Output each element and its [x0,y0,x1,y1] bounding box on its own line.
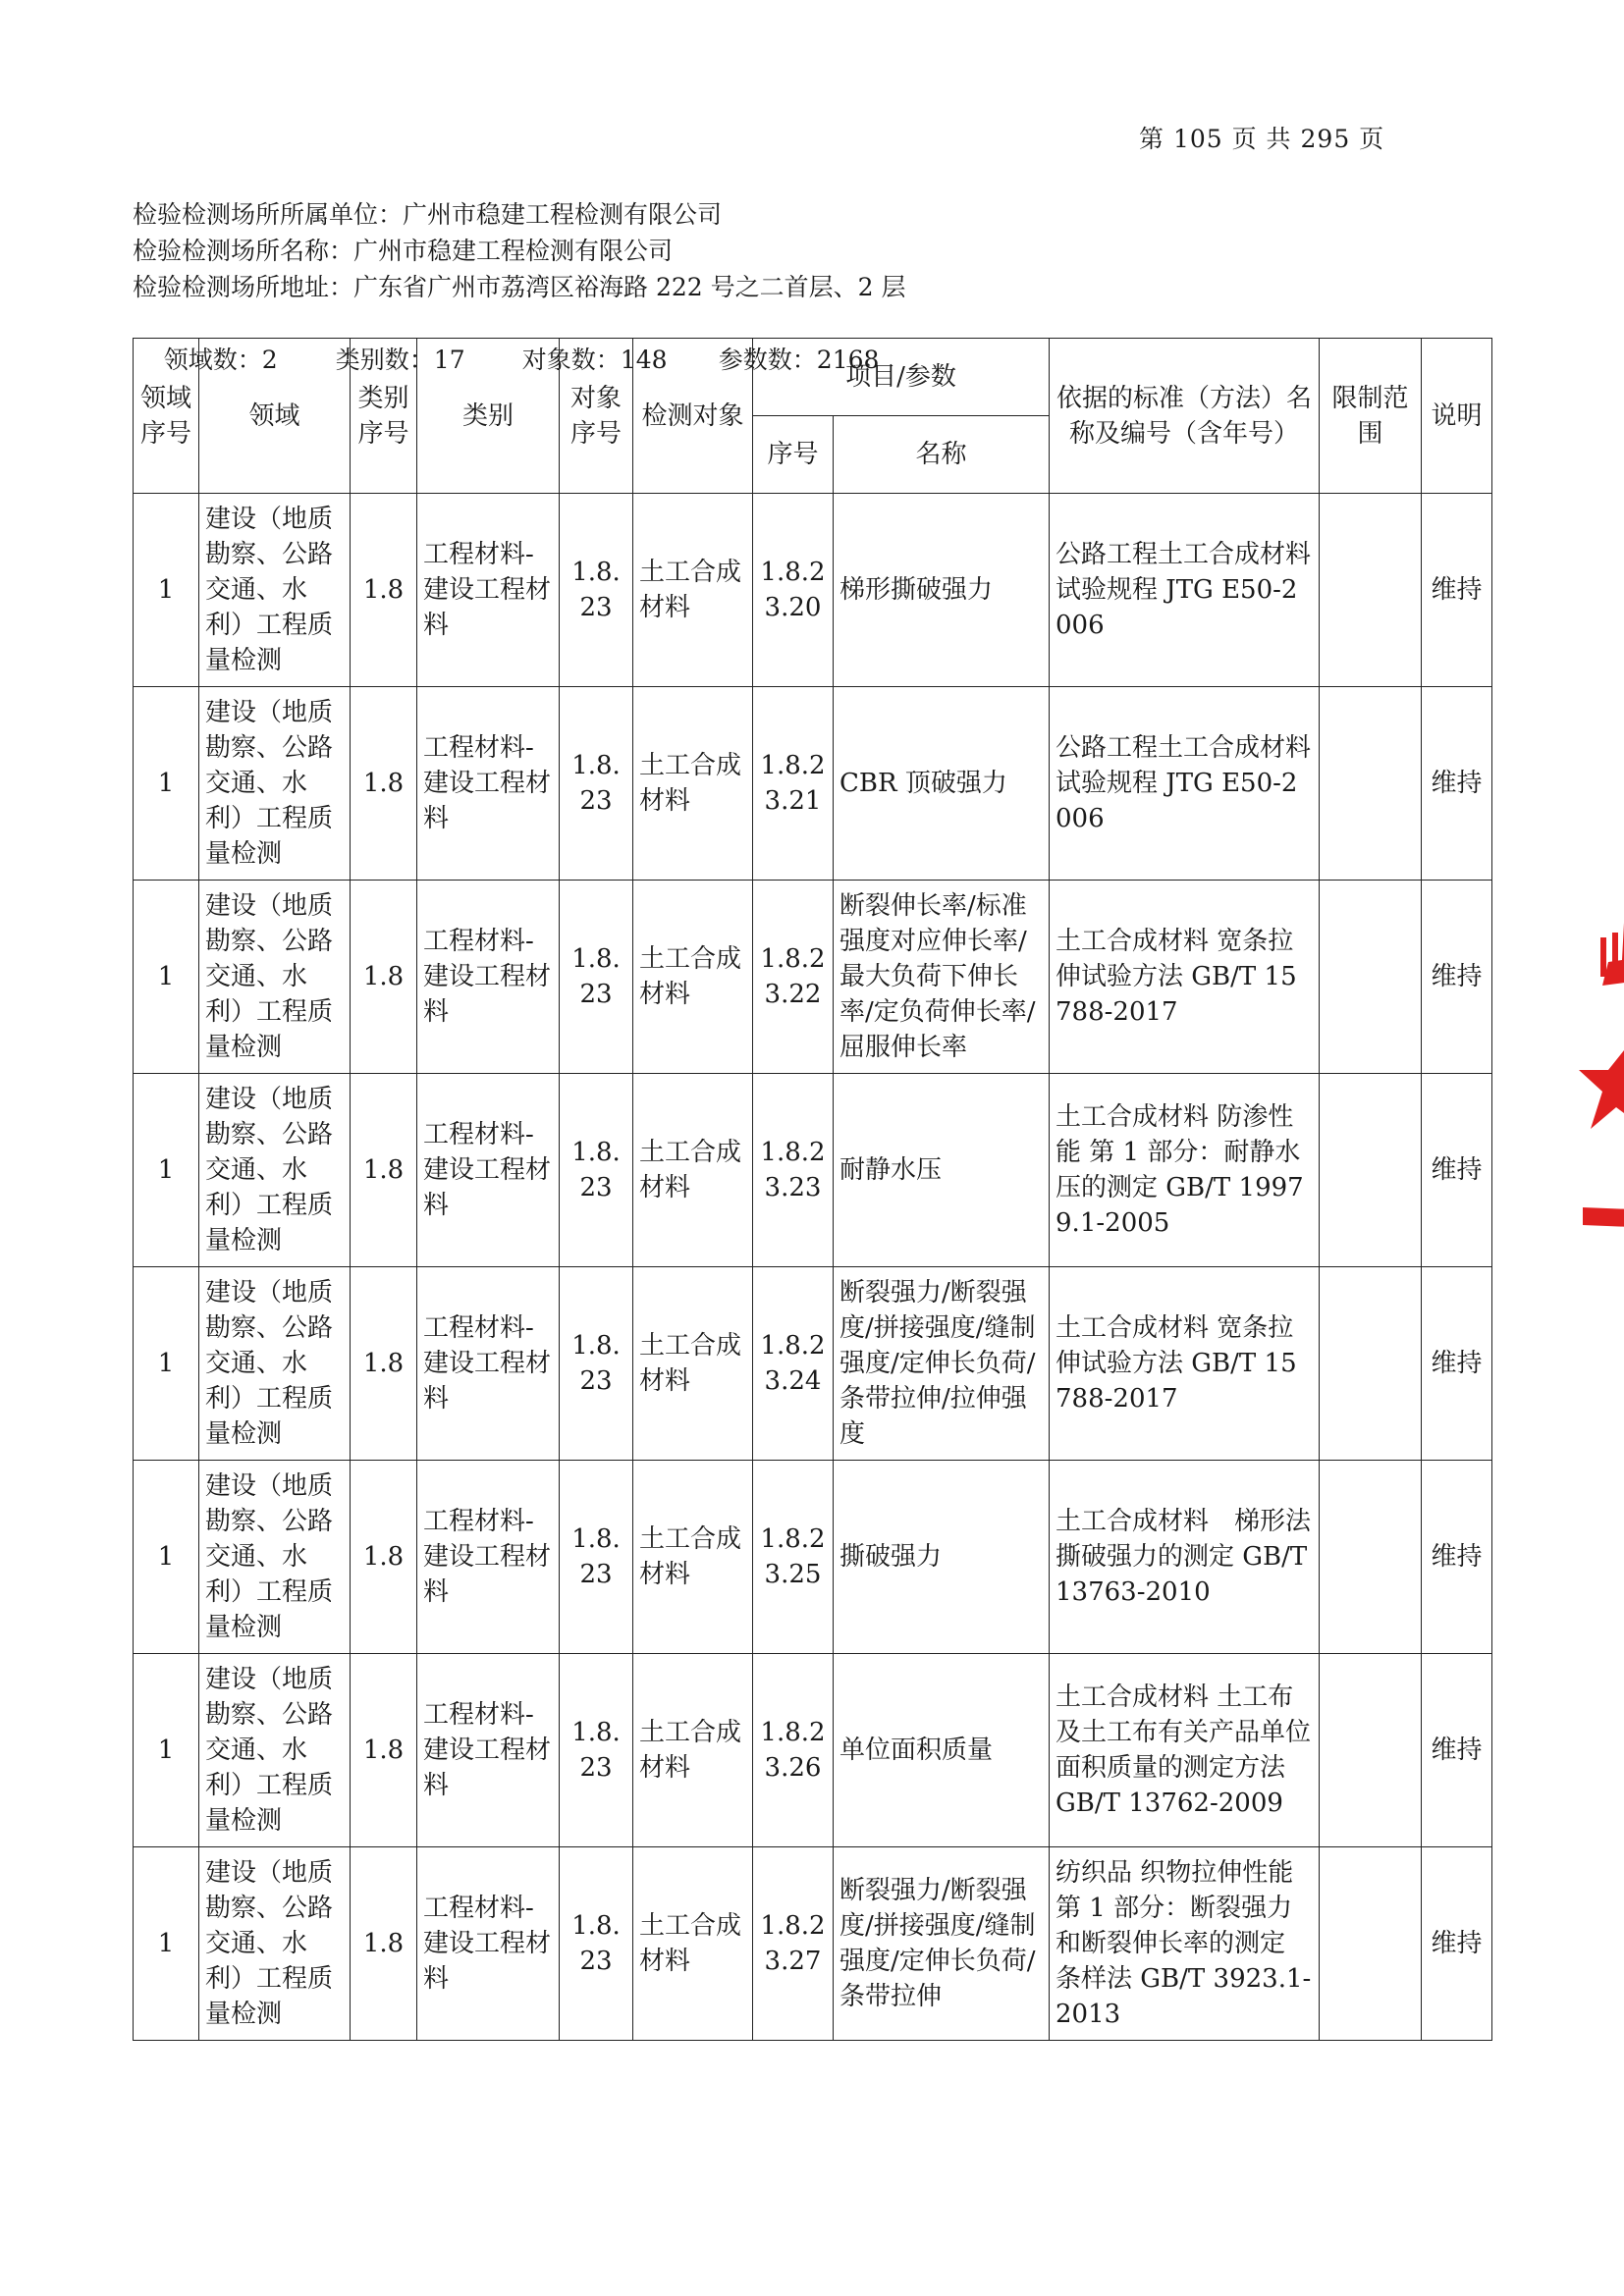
table-row [134,1654,1492,1847]
cell-object-no: 1.8.23 [560,1654,633,1847]
cell-param-name: 断裂伸长率/标准强度对应伸长率/最大负荷下伸长率/定负荷伸长率/屈服伸长率 [834,881,1050,1074]
table-row [134,881,1492,1074]
header-object: 检测对象 [633,339,753,494]
cell-note: 维持 [1422,1654,1492,1847]
cell-domain-no: 1 [134,1461,199,1654]
cell-note: 维持 [1422,1847,1492,2041]
cell-object: 土工合成材料 [633,1654,753,1847]
cell-object-no: 1.8.23 [560,1267,633,1461]
cell-domain: 建设（地质勘察、公路交通、水利）工程质量检测 [199,687,351,881]
cell-note: 维持 [1422,1074,1492,1267]
cell-standard: 土工合成材料 防渗性能 第 1 部分：耐静水压的测定 GB/T 19979.1-2005 [1050,1074,1320,1267]
cell-param-name: 耐静水压 [834,1074,1050,1267]
header-note: 说明 [1422,339,1492,494]
cell-limit [1320,494,1422,687]
cell-param-name: 断裂强力/断裂强度/拼接强度/缝制强度/定伸长负荷/条带拉伸 [834,1847,1050,2041]
cell-object-no: 1.8.23 [560,881,633,1074]
cell-note: 维持 [1422,881,1492,1074]
cell-category: 工程材料-建设工程材料 [417,1654,560,1847]
cell-domain: 建设（地质勘察、公路交通、水利）工程质量检测 [199,1461,351,1654]
table-row [134,1267,1492,1461]
cell-domain-no: 1 [134,1847,199,2041]
cell-param-name: 撕破强力 [834,1461,1050,1654]
cell-seq: 1.8.23.21 [753,687,834,881]
table-row [134,1847,1492,2041]
header-limit: 限制范围 [1320,339,1422,494]
table-row [134,1461,1492,1654]
cell-category-no: 1.8 [351,1461,417,1654]
cell-limit [1320,1074,1422,1267]
cell-standard: 纺织品 织物拉伸性能 第 1 部分：断裂强力和断裂伸长率的测定 条样法 GB/T 3923.1-2013 [1050,1847,1320,2041]
page-number: 第 105 页 共 295 页 [1139,125,1385,153]
cell-seq: 1.8.23.24 [753,1267,834,1461]
header-item-param: 项目/参数 [753,339,1050,416]
cell-object-no: 1.8.23 [560,1847,633,2041]
cell-domain: 建设（地质勘察、公路交通、水利）工程质量检测 [199,1267,351,1461]
cell-category-no: 1.8 [351,1654,417,1847]
cell-seq: 1.8.23.23 [753,1074,834,1267]
cell-object: 土工合成材料 [633,687,753,881]
cell-limit [1320,1654,1422,1847]
site-address: 检验检测场所地址：广东省广州市荔湾区裕海路 222 号之二首层、2 层 [133,273,906,301]
cell-domain-no: 1 [134,1654,199,1847]
cell-category-no: 1.8 [351,1267,417,1461]
cell-limit [1320,1461,1422,1654]
cell-domain: 建设（地质勘察、公路交通、水利）工程质量检测 [199,494,351,687]
cell-category-no: 1.8 [351,687,417,881]
category-count: 类别数：17 [335,346,465,374]
cell-category-no: 1.8 [351,1074,417,1267]
cell-object-no: 1.8.23 [560,494,633,687]
affiliated-unit: 检验检测场所所属单位：广州市稳建工程检测有限公司 [133,200,723,229]
cell-standard: 土工合成材料 土工布及土工布有关产品单位面积质量的测定方法 GB/T 13762-2009 [1050,1654,1320,1847]
table-row [134,1074,1492,1267]
cell-object-no: 1.8.23 [560,687,633,881]
cell-domain: 建设（地质勘察、公路交通、水利）工程质量检测 [199,881,351,1074]
cell-standard: 土工合成材料 宽条拉伸试验方法 GB/T 15788-2017 [1050,1267,1320,1461]
cell-note: 维持 [1422,494,1492,687]
header-param-name: 名称 [834,416,1050,494]
header-category: 类别 [417,339,560,494]
cell-category: 工程材料-建设工程材料 [417,881,560,1074]
cell-category: 工程材料-建设工程材料 [417,1847,560,2041]
cell-limit [1320,1847,1422,2041]
cell-domain: 建设（地质勘察、公路交通、水利）工程质量检测 [199,1074,351,1267]
cell-standard: 土工合成材料 梯形法撕破强力的测定 GB/T 13763-2010 [1050,1461,1320,1654]
cell-seq: 1.8.23.27 [753,1847,834,2041]
cell-category-no: 1.8 [351,1847,417,2041]
cell-seq: 1.8.23.26 [753,1654,834,1847]
cell-param-name: CBR 顶破强力 [834,687,1050,881]
cell-category: 工程材料-建设工程材料 [417,1267,560,1461]
header-seq: 序号 [753,416,834,494]
table-row [134,494,1492,687]
cell-domain-no: 1 [134,1267,199,1461]
cell-standard: 公路工程土工合成材料试验规程 JTG E50-2006 [1050,687,1320,881]
cell-category: 工程材料-建设工程材料 [417,1461,560,1654]
cell-domain-no: 1 [134,881,199,1074]
cell-category-no: 1.8 [351,881,417,1074]
cell-object: 土工合成材料 [633,1267,753,1461]
param-count: 参数数：2168 [718,346,880,374]
cell-standard: 公路工程土工合成材料试验规程 JTG E50-2006 [1050,494,1320,687]
header-category-no: 类别序号 [351,339,417,494]
cell-seq: 1.8.23.20 [753,494,834,687]
cell-param-name: 梯形撕破强力 [834,494,1050,687]
cell-object: 土工合成材料 [633,1461,753,1654]
capability-table [133,338,1492,2041]
cell-note: 维持 [1422,687,1492,881]
cell-category: 工程材料-建设工程材料 [417,1074,560,1267]
header-domain-no: 领域序号 [134,339,199,494]
cell-standard: 土工合成材料 宽条拉伸试验方法 GB/T 15788-2017 [1050,881,1320,1074]
domain-count: 领域数：2 [163,346,278,374]
cell-domain-no: 1 [134,687,199,881]
table-row [134,687,1492,881]
object-count: 对象数：148 [521,346,668,374]
cell-limit [1320,881,1422,1074]
header-domain: 领域 [199,339,351,494]
cell-param-name: 单位面积质量 [834,1654,1050,1847]
cell-category: 工程材料-建设工程材料 [417,687,560,881]
cell-domain-no: 1 [134,1074,199,1267]
cell-domain-no: 1 [134,494,199,687]
cell-param-name: 断裂强力/断裂强度/拼接强度/缝制强度/定伸长负荷/条带拉伸/拉伸强度 [834,1267,1050,1461]
header-object-no: 对象序号 [560,339,633,494]
cell-object: 土工合成材料 [633,494,753,687]
cell-object: 土工合成材料 [633,1847,753,2041]
cell-domain: 建设（地质勘察、公路交通、水利）工程质量检测 [199,1654,351,1847]
site-name: 检验检测场所名称：广州市稳建工程检测有限公司 [133,237,674,265]
header-standard: 依据的标准（方法）名称及编号（含年号） [1050,339,1320,494]
cell-domain: 建设（地质勘察、公路交通、水利）工程质量检测 [199,1847,351,2041]
cell-category: 工程材料-建设工程材料 [417,494,560,687]
cell-object: 土工合成材料 [633,881,753,1074]
red-seal-stamp-fragment [1573,923,1624,1247]
cell-seq: 1.8.23.25 [753,1461,834,1654]
cell-note: 维持 [1422,1267,1492,1461]
cell-limit [1320,1267,1422,1461]
cell-limit [1320,687,1422,881]
cell-object-no: 1.8.23 [560,1461,633,1654]
cell-object-no: 1.8.23 [560,1074,633,1267]
cell-note: 维持 [1422,1461,1492,1654]
cell-seq: 1.8.23.22 [753,881,834,1074]
cell-object: 土工合成材料 [633,1074,753,1267]
cell-category-no: 1.8 [351,494,417,687]
